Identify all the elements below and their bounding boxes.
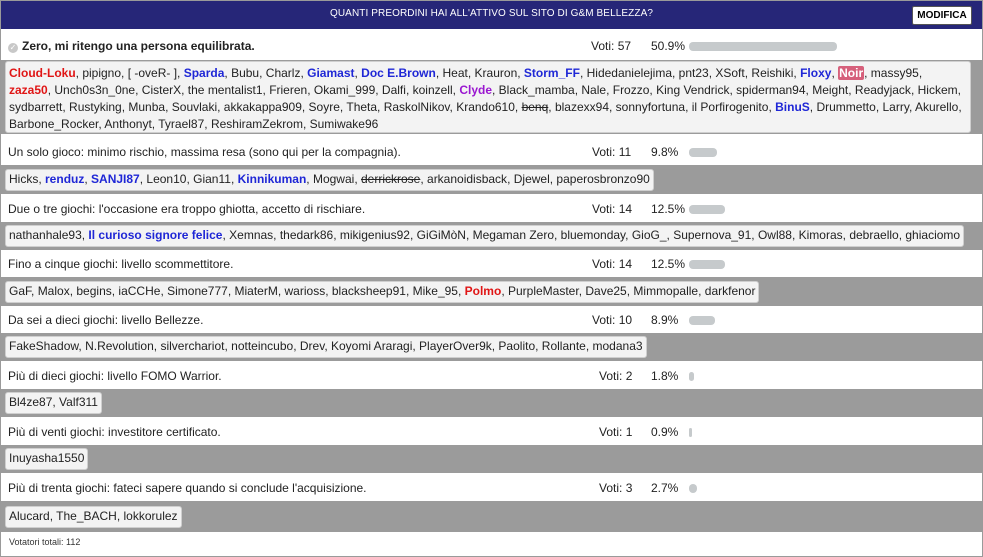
voters-row — [1, 333, 982, 361]
voter-name[interactable]: Heat — [442, 66, 468, 80]
voter-name[interactable]: XSoft — [715, 66, 745, 80]
voter-name[interactable]: the mentalist1 — [187, 83, 263, 97]
voter-name[interactable]: Inuyasha1550 — [9, 451, 85, 465]
voter-name[interactable]: Akurello — [914, 100, 959, 114]
voter-name[interactable]: ghiaciomo — [905, 228, 961, 242]
voter-name[interactable]: PlayerOver9k — [419, 339, 492, 353]
voter-name[interactable]: pipigno — [82, 66, 122, 80]
voter-name[interactable]: Kinnikuman — [237, 172, 307, 186]
voter-name[interactable]: Valf311 — [59, 395, 98, 409]
option-label — [8, 145, 401, 159]
voters-list: Hicks, renduz, SANJI87, Leon10, Gian11, Kinnikuman, Mogwai, derrickrose, arkanoidisback, Djewel, paperosbronzo90 — [5, 169, 654, 191]
voter-name[interactable]: pnt23 — [678, 66, 709, 80]
voter-name[interactable]: sonnyfortuna — [615, 100, 686, 114]
option-label — [8, 257, 233, 271]
voters-list: Cloud-Loku, pipigno, [ -oveR- ], Sparda, Bubu, Charlz, Giamast, Doc E.Brown, Heat, Krauron, Storm_FF, Hidedanielejima, pnt23, XSoft, Reishiki, Floxy, Noir, massy95, zaza50, Unch0s3n_0ne, CisterX, the mentalist1, Frieren, Okami_999, Dalfi, koinzell, Clyde, Black_mamba, Nale, Frozzo, King Vendrick, spiderman94, Meight, Readyjack, Hickem, sydbarrett, Rustyking, Munba, Souvlaki, akkakappa909, Soyre, Theta, RaskolNikov, Krando610, benq, blazexx94, sonnyfortuna, il Porfirogenito, BinuS, Drummetto, Larry, Akurello, Barbone_Rocker, Anthonyt, Tyrael87, ReshiramZekrom, Sumiwake96 — [5, 61, 971, 133]
vote-bar — [689, 428, 692, 437]
voter-name[interactable]: Drummetto — [816, 100, 876, 114]
voter-name[interactable]: modana3 — [592, 339, 643, 353]
votes-number: 57 — [617, 39, 632, 53]
voter-name[interactable]: thedark86 — [279, 228, 334, 242]
selected-check-icon: ✓ — [9, 43, 17, 52]
poll-question: QUANTI PREORDINI HAI ALL'ATTIVO SUL SITO DI G&M BELLEZZA? — [329, 8, 654, 19]
voter-name[interactable]: Okami_999 — [313, 83, 376, 97]
voters-list: GaF, Malox, begins, iaCCHe, Simone777, MiaterM, warioss, blacksheep91, Mike_95, Polmo, PurpleMaster, Dave25, Mimmopalle, darkfenor — [5, 281, 759, 303]
voter-name[interactable]: notteincubo — [231, 339, 294, 353]
voter-name[interactable]: N.Revolution — [85, 339, 154, 353]
option-text: Più di dieci giochi: livello FOMO Warrior. — [8, 369, 222, 383]
voter-name[interactable]: Noir — [839, 66, 864, 80]
voter-name[interactable]: Supernova_91 — [673, 228, 752, 242]
poll-footer — [1, 533, 982, 556]
voter-name[interactable]: zaza50 — [9, 83, 48, 97]
votes-number: 3 — [625, 481, 633, 495]
voter-name[interactable]: Frieren — [269, 83, 308, 97]
voter-name[interactable]: Polmo — [464, 284, 502, 298]
voter-name[interactable]: Charlz — [265, 66, 301, 80]
voter-name[interactable]: Kimoras — [798, 228, 843, 242]
vote-count — [599, 481, 632, 495]
vote-count — [599, 369, 632, 383]
voter-name[interactable]: arkanoidisback — [427, 172, 508, 186]
option-label — [8, 369, 222, 383]
voter-name[interactable]: BinuS — [775, 100, 810, 114]
voter-name[interactable]: FakeShadow — [9, 339, 79, 353]
voter-name[interactable]: Djewel — [513, 172, 550, 186]
voter-name[interactable]: Cloud-Loku — [9, 66, 76, 80]
voter-name[interactable]: Alucard — [9, 509, 50, 523]
vote-percent: 12.5% — [651, 202, 686, 216]
vote-bar — [689, 42, 837, 51]
voter-name[interactable]: Paolito — [498, 339, 536, 353]
votes-number: 14 — [618, 202, 633, 216]
vote-bar — [689, 316, 715, 325]
voter-name[interactable]: PurpleMaster — [507, 284, 579, 298]
voter-name[interactable]: RaskolNikov — [383, 100, 450, 114]
voter-name[interactable]: Mogwai — [312, 172, 355, 186]
voter-name[interactable]: silverchariot — [160, 339, 225, 353]
voter-name[interactable]: benq — [521, 100, 549, 114]
voter-name[interactable]: Clyde — [459, 83, 492, 97]
voter-name[interactable]: lokkorulez — [123, 509, 178, 523]
voter-name[interactable]: Rustyking — [69, 100, 122, 114]
voter-name[interactable]: mikigenius92 — [339, 228, 410, 242]
option-label — [8, 202, 365, 216]
votes-prefix: Voti: — [592, 145, 616, 159]
vote-count — [591, 39, 631, 53]
vote-percent: 9.8% — [651, 145, 679, 159]
voter-name[interactable]: The_BACH — [56, 509, 117, 523]
votes-prefix: Voti: — [592, 313, 616, 327]
voter-name[interactable]: Readyjack — [854, 83, 911, 97]
voter-name[interactable]: Meight — [812, 83, 849, 97]
votes-number: 11 — [618, 145, 632, 159]
edit-vote-button[interactable]: MODIFICA — [912, 6, 972, 25]
voter-name[interactable]: Black_mamba — [498, 83, 575, 97]
voter-name[interactable]: Koyomi Araragi — [331, 339, 413, 353]
voter-name[interactable]: Owl88 — [757, 228, 792, 242]
voters-row — [1, 389, 982, 417]
voter-name[interactable]: Reishiki — [751, 66, 794, 80]
voter-name[interactable]: paperosbronzo90 — [556, 172, 650, 186]
voter-name[interactable]: Souvlaki — [171, 100, 218, 114]
vote-bar — [689, 205, 725, 214]
poll-option-row[interactable] — [1, 194, 982, 222]
voters-row — [1, 222, 982, 250]
votes-prefix: Voti: — [592, 202, 616, 216]
voters-list: nathanhale93, Il curioso signore felice, Xemnas, thedark86, mikigenius92, GiGiMòN, Megaman Zero, bluemonday, GioG_, Supernova_91, Owl88, Kimoras, debraello, ghiaciomo — [5, 225, 964, 247]
voter-name[interactable]: Hicks — [9, 172, 39, 186]
vote-count — [592, 313, 632, 327]
voter-name[interactable]: iaCCHe — [118, 284, 161, 298]
voters-row — [1, 501, 982, 532]
voter-name[interactable]: Rollante — [541, 339, 586, 353]
voter-name[interactable]: nathanhale93 — [9, 228, 82, 242]
voter-name[interactable]: Sparda — [183, 66, 225, 80]
total-voters: Votatori totali: 112 — [9, 537, 81, 547]
voter-name[interactable]: blazexx94 — [554, 100, 609, 114]
voter-name[interactable]: darkfenor — [704, 284, 756, 298]
vote-percent: 2.7% — [651, 481, 679, 495]
vote-bar — [689, 148, 717, 157]
voter-name[interactable]: koinzell — [412, 83, 453, 97]
voter-name[interactable]: [ -oveR- ] — [127, 66, 178, 80]
voter-name[interactable]: Drev — [299, 339, 325, 353]
votes-prefix: Voti: — [591, 39, 615, 53]
vote-bar — [689, 484, 697, 493]
voters-list: FakeShadow, N.Revolution, silverchariot, notteincubo, Drev, Koyomi Araragi, PlayerOver9k, Paolito, Rollante, modana3 — [5, 336, 647, 358]
voter-name[interactable]: blacksheep91 — [331, 284, 406, 298]
voter-name[interactable]: Larry — [882, 100, 909, 114]
option-label — [8, 425, 221, 439]
voter-name[interactable]: Dave25 — [585, 284, 627, 298]
voter-name[interactable]: CisterX — [141, 83, 182, 97]
voter-name[interactable]: Gian11 — [193, 172, 231, 186]
poll-option-row[interactable] — [1, 136, 982, 165]
poll-option-row[interactable] — [1, 30, 982, 60]
option-text: Più di venti giochi: investitore certificato. — [8, 425, 221, 439]
votes-number: 14 — [618, 257, 633, 271]
poll-option-row[interactable] — [1, 473, 982, 501]
voter-name[interactable]: Krauron — [474, 66, 518, 80]
voter-name[interactable]: renduz — [45, 172, 85, 186]
voter-name[interactable]: Leon10 — [146, 172, 187, 186]
vote-percent: 50.9% — [651, 39, 686, 53]
option-label — [8, 481, 367, 495]
voter-name[interactable]: Munba — [128, 100, 166, 114]
voters-list: Bl4ze87, Valf311 — [5, 392, 102, 414]
vote-bar — [689, 260, 725, 269]
voter-name[interactable]: Sumiwake96 — [309, 117, 379, 131]
voter-name[interactable]: Barbone_Rocker — [9, 117, 99, 131]
voter-name[interactable]: Frozzo — [612, 83, 650, 97]
voter-name[interactable]: Bubu — [231, 66, 260, 80]
voter-name[interactable]: Bl4ze87 — [9, 395, 53, 409]
voter-name[interactable]: Megaman Zero — [472, 228, 554, 242]
votes-prefix: Voti: — [599, 481, 623, 495]
voter-name[interactable]: Storm_FF — [523, 66, 580, 80]
option-text: Zero, mi ritengo una persona equilibrata. — [22, 39, 255, 53]
option-label — [8, 39, 255, 53]
voter-name[interactable]: Mike_95 — [412, 284, 458, 298]
voter-name[interactable]: spiderman94 — [736, 83, 806, 97]
option-text: Più di trenta giochi: fateci sapere quando si conclude l'acquisizione. — [8, 481, 367, 495]
voter-name[interactable]: Malox — [37, 284, 70, 298]
vote-count — [592, 202, 632, 216]
voters-row — [1, 165, 982, 194]
vote-bar — [689, 372, 694, 381]
voter-name[interactable]: Il curioso signore felice — [88, 228, 223, 242]
vote-percent: 0.9% — [651, 425, 679, 439]
voter-name[interactable]: GaF — [9, 284, 32, 298]
voter-name[interactable]: Nale — [581, 83, 607, 97]
vote-percent: 12.5% — [651, 257, 686, 271]
voter-name[interactable]: Tyrael87 — [158, 117, 205, 131]
votes-number: 10 — [618, 313, 633, 327]
option-text: Fino a cinque giochi: livello scommettitore. — [8, 257, 234, 271]
voter-name[interactable]: debraello — [849, 228, 899, 242]
voter-name[interactable]: Krando610 — [456, 100, 515, 114]
votes-prefix: Voti: — [599, 425, 623, 439]
voter-name[interactable]: ReshiramZekrom — [210, 117, 303, 131]
voter-name[interactable]: bluemonday — [560, 228, 626, 242]
option-text: Un solo gioco: minimo rischio, massima resa (sono qui per la compagnia). — [8, 145, 401, 159]
voters-list: Alucard, The_BACH, lokkorulez — [5, 506, 182, 528]
voter-name[interactable]: GioG_ — [631, 228, 667, 242]
votes-number: 2 — [625, 369, 633, 383]
votes-prefix: Voti: — [592, 257, 616, 271]
voter-name[interactable]: akkakappa909 — [223, 100, 302, 114]
option-label — [8, 313, 203, 327]
vote-percent: 1.8% — [651, 369, 679, 383]
poll-option-row[interactable] — [1, 361, 982, 389]
vote-count — [592, 257, 632, 271]
voter-name[interactable]: derrickrose — [360, 172, 421, 186]
voter-name[interactable]: Soyre — [308, 100, 340, 114]
voter-name[interactable]: Doc E.Brown — [361, 66, 436, 80]
voters-list — [5, 448, 88, 470]
voter-name[interactable]: Mimmopalle — [633, 284, 699, 298]
votes-number: 1 — [625, 425, 633, 439]
voter-name[interactable]: warioss — [284, 284, 326, 298]
voter-name[interactable]: Theta — [346, 100, 378, 114]
vote-count — [592, 145, 631, 159]
voters-row — [1, 60, 982, 134]
voter-name[interactable]: Hidedanielejima — [586, 66, 672, 80]
voter-name[interactable]: King Vendrick — [656, 83, 730, 97]
voter-name[interactable]: Hickem — [917, 83, 958, 97]
voter-name[interactable]: Dalfi — [381, 83, 406, 97]
voter-name[interactable]: SANJI87 — [91, 172, 140, 186]
voter-name[interactable]: Floxy — [800, 66, 832, 80]
voter-name[interactable]: begins — [76, 284, 112, 298]
voter-name[interactable]: Simone777 — [167, 284, 228, 298]
voter-name[interactable]: Xemnas — [229, 228, 274, 242]
voter-name[interactable]: il Porfirogenito — [691, 100, 769, 114]
voter-name[interactable]: Anthonyt — [104, 117, 152, 131]
voter-name[interactable]: Unch0s3n_0ne — [54, 83, 136, 97]
poll-header — [1, 1, 982, 29]
voter-name[interactable]: sydbarrett — [9, 100, 63, 114]
option-text: Da sei a dieci giochi: livello Bellezze. — [8, 313, 204, 327]
voters-row — [1, 277, 982, 306]
poll-option-row[interactable] — [1, 306, 982, 333]
voters-row — [1, 445, 982, 473]
voter-name[interactable]: massy95 — [870, 66, 919, 80]
option-text: Due o tre giochi: l'occasione era troppo ghiotta, accetto di rischiare. — [8, 202, 366, 216]
vote-percent: 8.9% — [651, 313, 679, 327]
voter-name[interactable]: Giamast — [307, 66, 355, 80]
voter-name[interactable]: GiGiMòN — [416, 228, 466, 242]
vote-count — [599, 425, 632, 439]
voter-name[interactable]: MiaterM — [234, 284, 278, 298]
poll-option-row[interactable] — [1, 417, 982, 445]
votes-prefix: Voti: — [599, 369, 623, 383]
poll-option-row[interactable] — [1, 250, 982, 277]
